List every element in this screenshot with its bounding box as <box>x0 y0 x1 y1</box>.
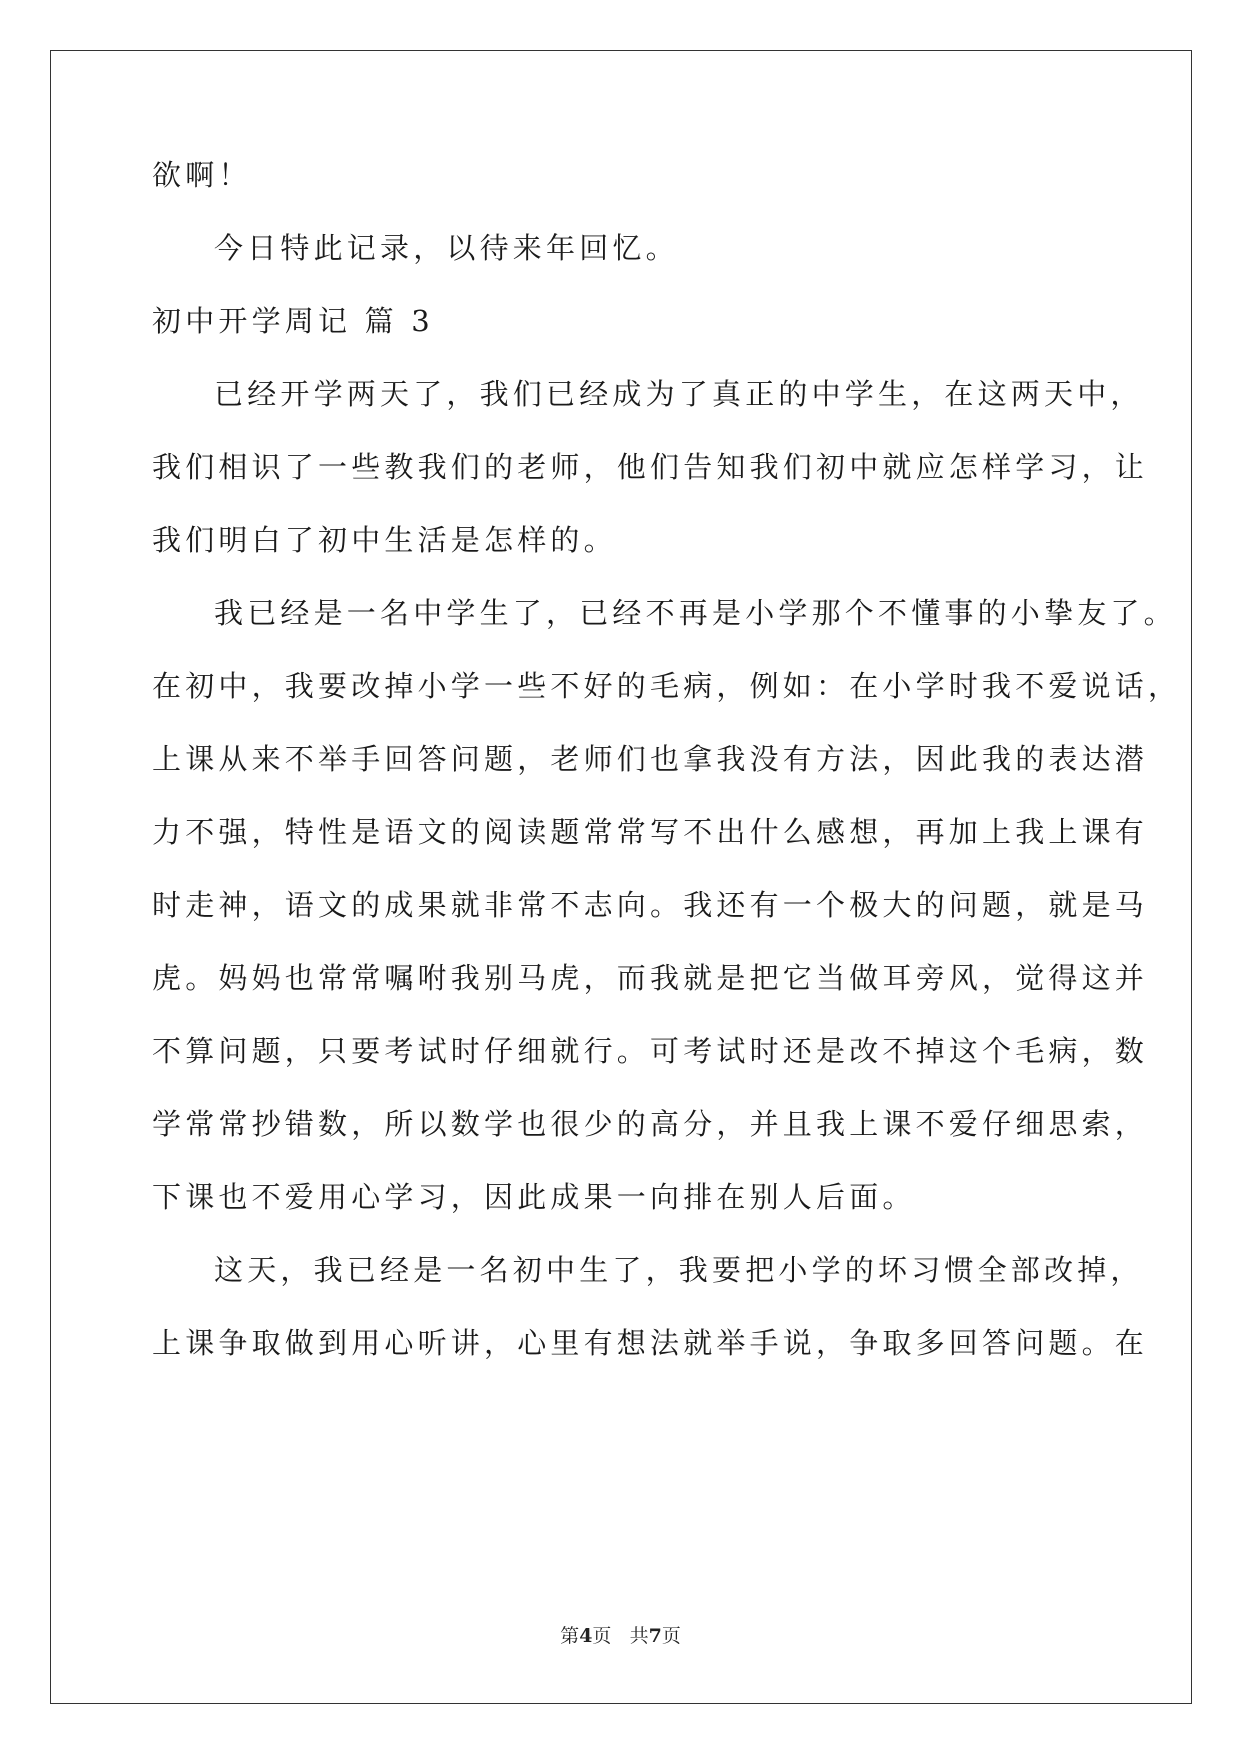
text-line: 虎。妈妈也常常嘱咐我别马虎，而我就是把它当做耳旁风，觉得这并 <box>152 961 1149 995</box>
total-pages-number: 7 <box>648 1625 662 1647</box>
text-line: 我们明白了初中生活是怎样的。 <box>152 523 617 557</box>
text-line: 不算问题，只要考试时仔细就行。可考试时还是改不掉这个毛病，数 <box>152 1034 1149 1068</box>
text-line: 上课从来不举手回答问题，老师们也拿我没有方法，因此我的表达潜 <box>152 742 1149 776</box>
text-line: 上课争取做到用心听讲，心里有想法就举手说，争取多回答问题。在 <box>152 1326 1149 1360</box>
text-line: 下课也不爱用心学习，因此成果一向排在别人后面。 <box>152 1180 916 1214</box>
text-line: 今日特此记录，以待来年回忆。 <box>214 231 679 265</box>
page-border <box>50 50 1192 1704</box>
section-heading: 初中开学周记 篇 3 <box>152 304 434 338</box>
text-line: 时走神，语文的成果就非常不志向。我还有一个极大的问题，就是马 <box>152 888 1149 922</box>
text-line: 学常常抄错数，所以数学也很少的高分，并且我上课不爱仔细思索， <box>152 1107 1149 1141</box>
text-line: 我们相识了一些教我们的老师，他们告知我们初中就应怎样学习，让 <box>152 450 1149 484</box>
text-line: 这天，我已经是一名初中生了，我要把小学的坏习惯全部改掉， <box>214 1253 1144 1287</box>
text-line: 我已经是一名中学生了，已经不再是小学那个不懂事的小挚友了。 <box>214 596 1177 630</box>
footer-prefix: 第 <box>560 1625 580 1647</box>
text-line: 已经开学两天了，我们已经成为了真正的中学生，在这两天中， <box>214 377 1144 411</box>
footer-page-suffix: 页 <box>592 1625 612 1647</box>
text-line: 在初中，我要改掉小学一些不好的毛病，例如：在小学时我不爱说话， <box>152 669 1182 703</box>
current-page-number: 4 <box>579 1625 593 1647</box>
text-line: 力不强，特性是语文的阅读题常常写不出什么感想，再加上我上课有 <box>152 815 1149 849</box>
footer-total-prefix: 共 <box>629 1625 649 1647</box>
text-line: 欲啊！ <box>152 158 252 192</box>
footer-total-suffix: 页 <box>661 1625 681 1647</box>
page-footer <box>0 1624 1241 1648</box>
